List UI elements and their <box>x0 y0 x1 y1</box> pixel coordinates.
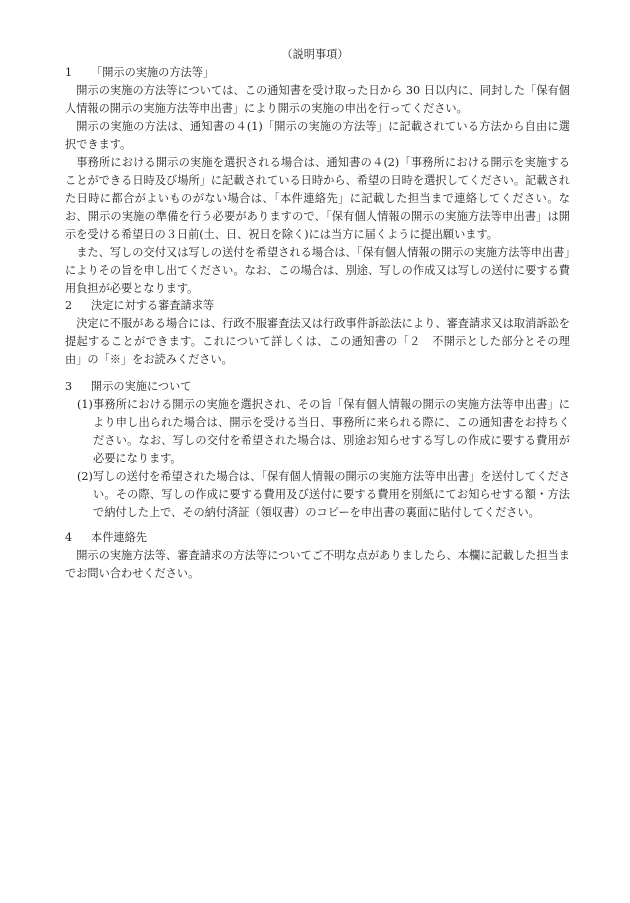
section-number: 3 <box>65 380 73 393</box>
section-2 <box>65 297 570 369</box>
section-number: 4 <box>65 531 73 544</box>
list-item-marker: (1) <box>77 398 93 411</box>
section-1-heading <box>65 64 570 82</box>
paragraph: 事務所における開示の実施を選択される場合は、通知書の４(2)「事務所における開示を実施することができる日時及び場所」に記載されている日時から、希望の日時を選択してください。記載された日時に都合がよいものがない場合は、「本件連絡先」に記載した担当まで連絡してください。なお、開示の実施の準備を行う必要がありますので、「保有個人情報の開示の実施方法等申出書」は開示を受ける希望日の３日前(土、日、祝日を除く)には当方に届くように提出願います。 <box>65 156 570 241</box>
section-2-heading <box>65 297 570 315</box>
paragraph: 開示の実施の方法等については、この通知書を受け取った日から 30 日以内に、同封した「保有個人情報の開示の実施方法等申出書」により開示の実施の申出を行ってください。 <box>65 84 570 115</box>
section-title: 開示の実施について <box>91 380 192 393</box>
section-title: 「開示の実施の方法等」 <box>91 66 215 79</box>
list-item <box>65 468 570 522</box>
section-3-heading <box>65 378 570 396</box>
paragraph: 開示の実施の方法は、通知書の４(1)「開示の実施の方法等」に記載されている方法から自由に選択できます。 <box>65 120 570 151</box>
section-title: 決定に対する審査請求等 <box>91 299 215 312</box>
paragraph: また、写しの交付又は写しの送付を希望される場合は、「保有個人情報の開示の実施方法等申出書」によりその旨を申し出てください。なお、この場合は、別途、写しの作成又は写しの送付に要する費用負担が必要となります。 <box>65 246 570 295</box>
section-title: 本件連絡先 <box>91 531 147 544</box>
section-number: 2 <box>65 299 73 312</box>
list-item-marker: (2) <box>77 470 93 483</box>
section-4-heading <box>65 529 570 547</box>
section-3 <box>65 378 570 522</box>
section-number: 1 <box>65 66 73 79</box>
list-item-text: 写しの送付を希望された場合は、「保有個人情報の開示の実施方法等申出書」を送付してください。その際、写しの作成に要する費用及び送付に要する費用を別紙にてお知らせする額・方法で納付した上で、その納付済証（領収書）のコピーを申出書の裏面に貼付してください。 <box>93 470 570 519</box>
paragraph: 開示の実施方法等、審査請求の方法等についてご不明な点がありましたら、本欄に記載した担当までお問い合わせください。 <box>65 549 570 580</box>
list-item-text: 事務所における開示の実施を選択され、その旨「保有個人情報の開示の実施方法等申出書」により申し出られた場合は、開示を受ける当日、事務所に来られる際に、この通知書をお持ちください。なお、写しの交付を希望された場合は、別途お知らせする写しの作成に要する費用が必要になります。 <box>93 398 570 465</box>
section-1 <box>65 64 570 298</box>
paragraph: 決定に不服がある場合には、行政不服審査法又は行政事件訴訟法により、審査請求又は取消訴訟を提起することができます。これについて詳しくは、この通知書の「２ 不開示とした部分とその理由」の「※」をお読みください。 <box>65 317 570 366</box>
section-4 <box>65 529 570 583</box>
document-title: （説明事項） <box>281 48 349 61</box>
list-item <box>65 396 570 468</box>
